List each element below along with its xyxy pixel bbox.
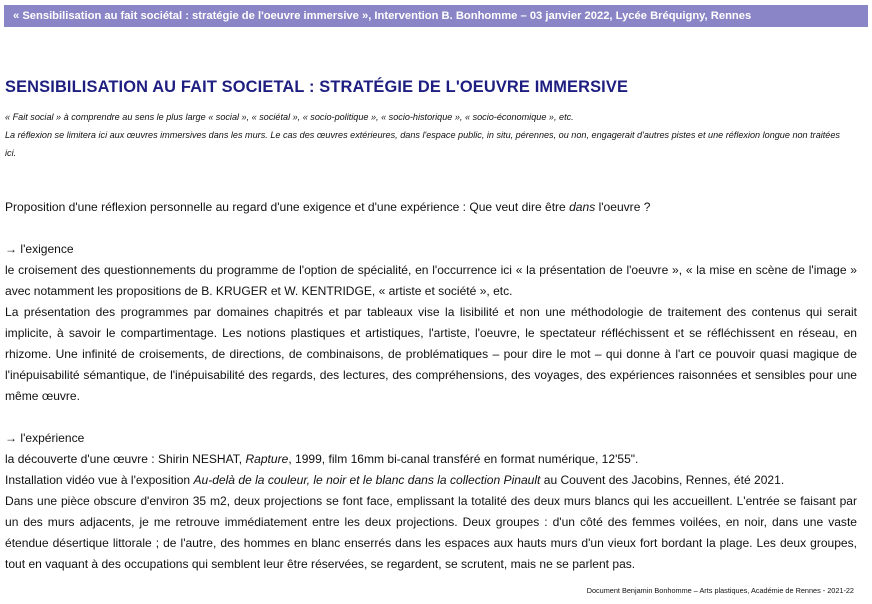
- experience-heading: → l'expérience: [5, 431, 85, 445]
- proposition-after: l'oeuvre ?: [595, 200, 651, 214]
- page-title: SENSIBILISATION AU FAIT SOCIETAL : STRATÉGIE DE L'OEUVRE IMMERSIVE: [5, 78, 629, 96]
- intro-note: [5, 108, 845, 162]
- intro-line-1: « Fait social » à comprendre au sens le plus large « social », « sociétal », « socio-politique », « socio-historique », « socio-économique », etc.: [5, 112, 574, 122]
- header-text: « Sensibilisation au fait sociétal : stratégie de l'oeuvre immersive », Intervention B. Bonhomme – 03 janvier 2022, Lycée Bréquigny, Rennes: [13, 10, 752, 22]
- experience-paragraph: Dans une pièce obscure d'environ 35 m2, deux projections se font face, emplissant la totalité des deux murs blancs qui les accueillent. L'entrée se faisant par un des murs adjacents, je me retrouve immédiatement entre les deux projections. Deux groupes : d'un côté des femmes voilées, en noir, dans une vaste étendue désertique littorale ; de l'autre, des hommes en blanc enserrés dans les espaces aux hauts murs d'un vieux fort bordant la plage. Les deux groupes, tout en vaquant à des occupations qui semblent leur être réservées, se regardent, se scrutent, mais ne se parlent pas.: [5, 494, 857, 571]
- main-content: [5, 197, 857, 575]
- intro-line-2: La réflexion se limitera ici aux œuvres immersives dans les murs. Le cas des œuvres extérieures, dans l'espace public, in situ, pérennes, ou non, engagerait d'autres pistes et une réflexion longue non traitées ici.: [5, 130, 840, 158]
- proposition-text: [5, 197, 857, 218]
- exigence-line: le croisement des questionnements du programme de l'option de spécialité, en l'occurrence ici « la présentation de l'oeuvre », « la mise en scène de l'image » avec notamment les propositions de B. KRUGER et W. KENTRIDGE, « artiste et société », etc.: [5, 263, 857, 298]
- discovery-before: la découverte d'une œuvre : Shirin NESHAT,: [5, 452, 246, 466]
- footer-credit: Document Benjamin Bonhomme – Arts plastiques, Académie de Rennes - 2021-22: [586, 586, 854, 595]
- proposition-emphasis: dans: [569, 200, 596, 214]
- header-bar: [4, 5, 868, 27]
- discovery-line: [5, 449, 857, 470]
- exigence-heading: → l'exigence: [5, 242, 74, 256]
- artwork-title: Rapture: [245, 452, 289, 466]
- installation-after: au Couvent des Jacobins, Rennes, été 2021.: [540, 473, 785, 487]
- installation-before: Installation vidéo vue à l'exposition: [5, 473, 194, 487]
- installation-line: [5, 470, 857, 491]
- discovery-after: , 1999, film 16mm bi-canal transféré en format numérique, 12'55".: [288, 452, 639, 466]
- exhibition-title: Au-delà de la couleur, le noir et le blanc dans la collection Pinault: [193, 473, 541, 487]
- proposition-before: Proposition d'une réflexion personnelle au regard d'une exigence et d'une expérience : Que veut dire être: [5, 200, 570, 214]
- exigence-paragraph: La présentation des programmes par domaines chapitrés et par tableaux vise la lisibilité et non une méthodologie de traitement des contenus qui serait implicite, à savoir le compartimentage. Les notions plastiques et artistiques, l'artiste, l'oeuvre, le spectateur réfléchissent et se réfléchissent en réseau, en rhizome. Une infinité de croisements, de directions, de combinaisons, de problématiques – pour dire le mot – qui donne à l'art ce pouvoir quasi magique de l'inépuisabilité sémantique, de l'inépuisabilité des regards, des lectures, des compréhensions, des voyages, des expériences raisonnées et sensibles pour une même œuvre.: [5, 305, 857, 403]
